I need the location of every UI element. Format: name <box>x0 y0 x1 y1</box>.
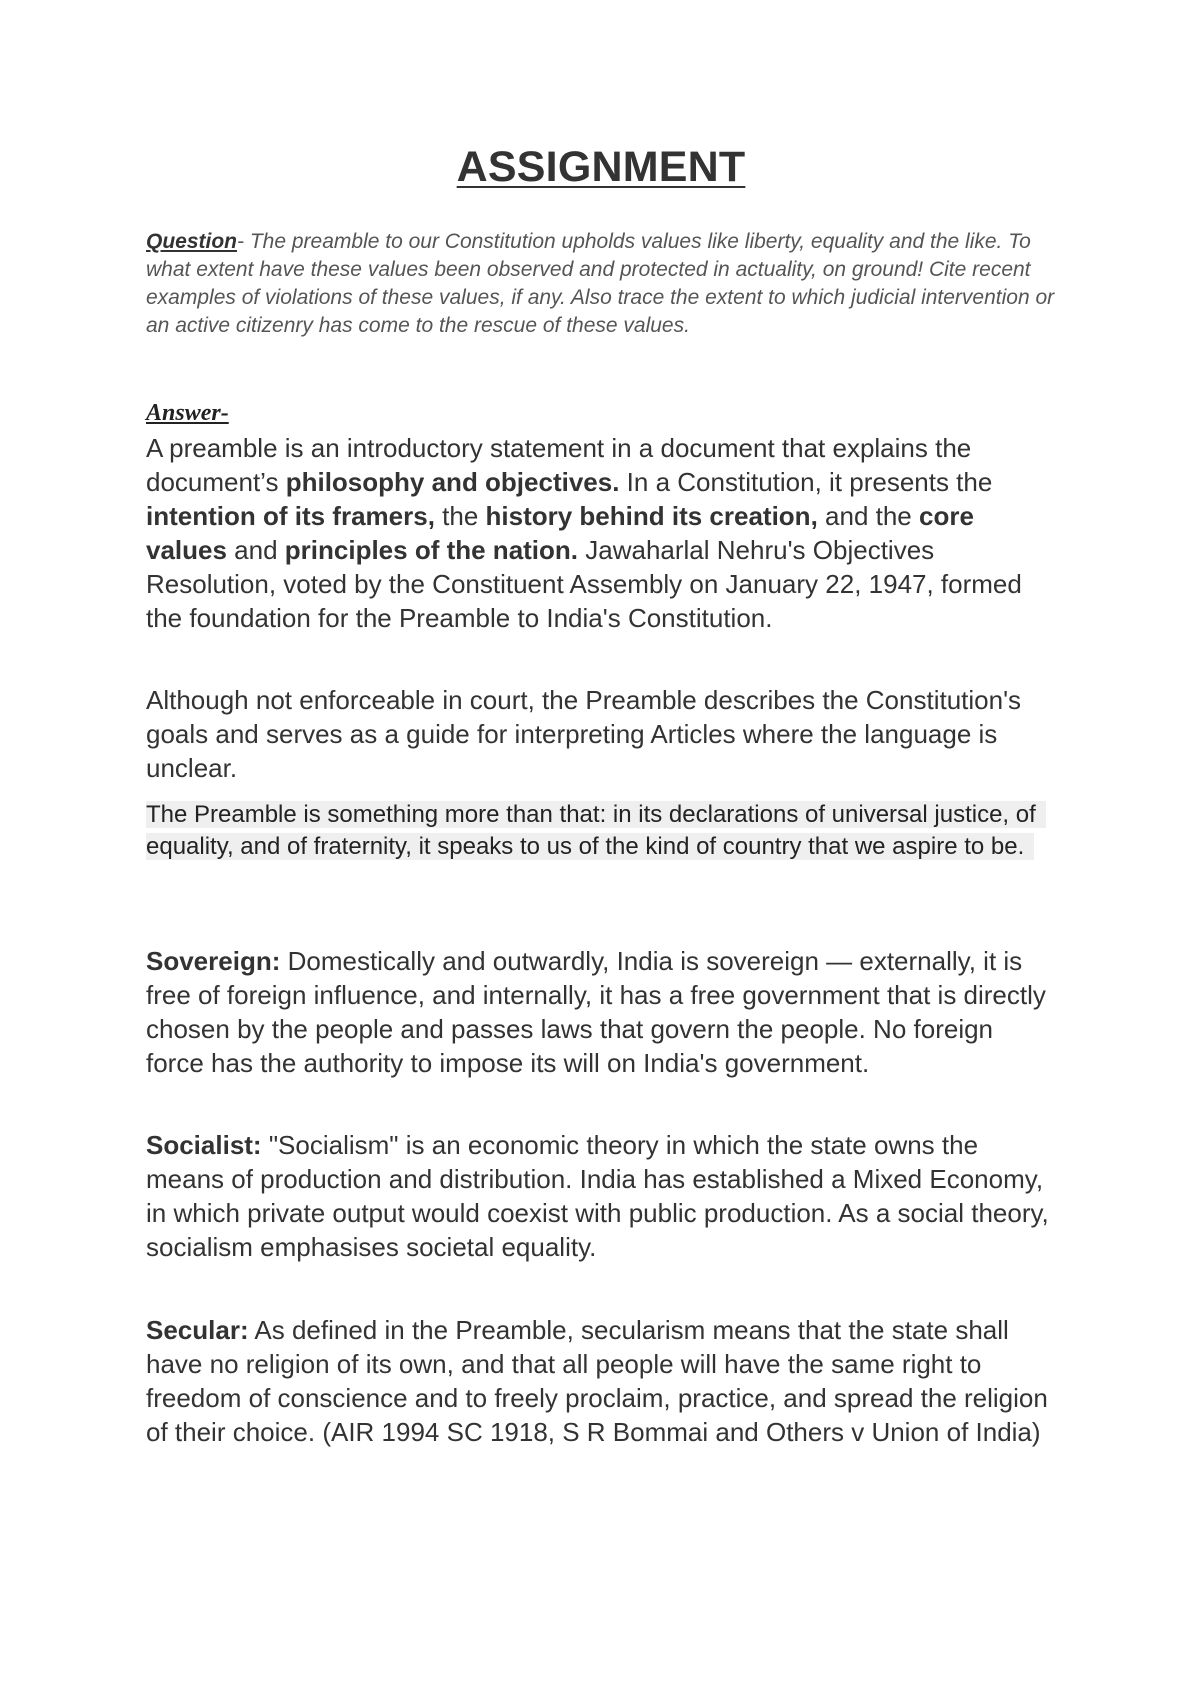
intro-text-5: and <box>226 535 285 565</box>
question-block <box>146 228 1056 340</box>
intro-text-6: Jawaharlal Nehru's Objectives Resolution, voted by the Constituent Assembly on January 22, 1947, formed the foundation for the Preamble to India's Constitution. <box>146 535 1022 633</box>
enforceability-paragraph: Although not enforceable in court, the Preamble describes the Constitution's goals and serves as a guide for interpreting Articles where the language is unclear. <box>146 685 1022 783</box>
quote-text: The Preamble is something more than that: in its declarations of universal justice, of equality, and of fraternity, it speaks to us of the kind of country that we aspire to be. <box>146 801 1046 860</box>
intro-bold-3: history behind its creation, <box>485 501 818 531</box>
intro-text-1: A preamble is an introductory statement in a document that explains the document’s <box>146 433 972 497</box>
term-label: Socialist: <box>146 1130 262 1160</box>
question-text: - The preamble to our Constitution upholds values like liberty, equality and the like. To what extent have these values been observed and protected in actuality, on ground! Cite recent examples of violations of these values, if any. Also trace the extent to which judicial intervention or an active citizenry has come to the rescue of these values. <box>146 230 1055 337</box>
term-socialist <box>146 1128 1056 1264</box>
intro-bold-4: core values <box>146 501 974 565</box>
intro-text-3: the <box>434 501 486 531</box>
intro-bold-2: intention of its framers, <box>146 501 435 531</box>
term-label: Sovereign: <box>146 946 281 976</box>
term-text: As defined in the Preamble, secularism means that the state shall have no religion of its own, and that all people will have the same right to freedom of conscience and to freely proclaim, practice, and spread the religion of their choice. (AIR 1994 SC 1918, S R Bommai and Others v Union of India) <box>146 1315 1048 1447</box>
intro-bold-5: principles of the nation. <box>284 535 579 565</box>
term-text: Domestically and outwardly, India is sovereign — externally, it is free of foreign influence, and internally, it has a free government that is directly chosen by the people and passes laws that govern the people. No foreign force has the authority to impose its will on India's government. <box>146 946 1046 1078</box>
intro-text-4: and the <box>817 501 919 531</box>
term-label: Secular: <box>146 1315 249 1345</box>
term-sovereign <box>146 944 1056 1080</box>
intro-bold-1: philosophy and objectives. <box>285 467 620 497</box>
page-title: ASSIGNMENT <box>456 143 746 191</box>
intro-paragraph <box>146 431 1056 635</box>
term-secular <box>146 1313 1056 1449</box>
term-text: "Socialism" is an economic theory in which the state owns the means of production and distribution. India has established a Mixed Economy, in which private output would coexist with public production. As a social theory, socialism emphasises societal equality. <box>146 1130 1049 1262</box>
highlighted-quote <box>146 799 1056 863</box>
intro-text-2: In a Constitution, it presents the <box>619 467 993 497</box>
answer-label: Answer- <box>146 400 229 426</box>
question-label: Question <box>146 230 238 253</box>
